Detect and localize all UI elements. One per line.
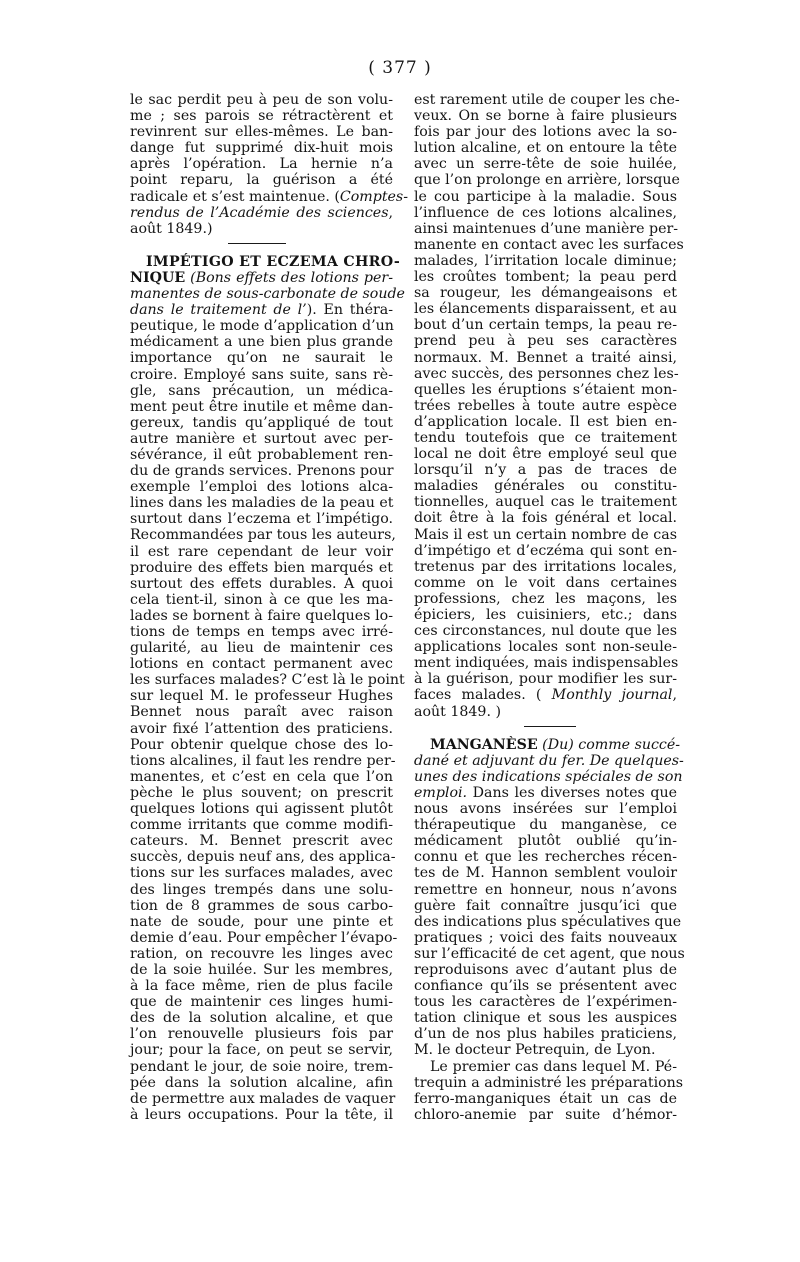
text-line: lades se bornent à faire quelques lo- [130,607,393,624]
section-heading-impetigo: IMPÉTIGO ET ECZEMA CHRO- [146,253,401,270]
text-line: surtout des effets durables. A quoi [130,575,393,592]
text-line: jour; pour la face, on peut se servir, [130,1042,393,1059]
text-line: cateurs. M. Bennet prescrit avec [130,833,393,850]
text-line: exemple l’emploi des lotions alca- [130,479,393,496]
text-line: que de maintenir ces linges humi- [130,994,393,1011]
text-line: trées rebelles à toute autre espèce [414,397,677,414]
text-line: succès, depuis neuf ans, des applica- [130,849,396,866]
text-line: des indications plus spéculatives que [414,913,682,930]
right-paragraph-3 [414,1058,684,1123]
text-line: pratiques ; voici des faits nouveaux [414,929,677,946]
text-line: d’application locale. Il est bien en- [414,413,677,430]
text-line: manente en contact avec les surfaces [414,236,684,253]
text-line: d’impétigo et d’eczéma qui sont en- [414,542,677,559]
heading-subtitle-line: (Bons effets des lotions per- [190,269,393,286]
text-line: local ne doit être employé seul que [414,446,677,463]
text-line: ration, on recouvre les linges avec [130,945,393,962]
text-line: les élancements disparaissent, et au [414,301,677,318]
text-line: de permettre aux malades de vaquer [130,1090,396,1107]
text-line: sa rougeur, les démangeaisons et [414,285,677,302]
text-line: comme irritants que comme modifi- [130,817,393,834]
text-line: lution alcaline, et on entoure la tête [414,140,677,157]
text-line: peutique, le mode d’application d’un [130,318,394,335]
section-heading-manganese-line [414,736,681,753]
text-line: professions, chez les maçons, les [414,590,677,607]
right-paragraph-2-body [414,752,685,1059]
text-line: août 1849.) [130,220,213,237]
text-line: importance qu’on ne saurait le [130,350,393,367]
text-line: veux. On se borne à faire plusieurs [414,108,677,125]
text-line: sur lequel M. le professeur Hughes [130,688,393,705]
text-line: faces malades. ( Monthly journal, [414,687,677,704]
text-line: bout d’un certain temps, la peau re- [414,317,677,334]
text-line: rendus de l’Académie des sciences, [130,204,393,221]
text-line: les surfaces malades? C’est là le point [130,672,405,689]
text-line: tendu toutefois que ce traitement [414,429,677,446]
text-line: Recommandées par tous les auteurs, [130,527,396,544]
text-line: tion de 8 grammes de sous carbo- [130,897,393,914]
text-line: tes de M. Hannon semblent vouloir [414,865,677,882]
text-line: fois par jour des lotions avec la so- [414,124,677,141]
text-line: tation clinique et sous les auspices [414,1010,677,1027]
text-line: médicament plutôt oublié qu’in- [414,833,677,850]
text-line: Pour obtenir quelque chose des lo- [130,736,393,753]
text-line: guère fait connaître jusqu’ici que [414,897,677,914]
section-heading-continued [130,270,393,286]
text-line: des linges trempés dans une solu- [130,881,393,898]
text-line: nous avons insérées sur l’emploi [414,801,677,818]
text-line: tions de temps en temps avec irré- [130,624,393,640]
text-line: prend peu à peu ses caractères [414,333,677,350]
text-line: dané et adjuvant du fer. De quelques- [414,752,684,769]
section-divider [228,243,286,244]
text-line: lorsqu’il n’y a pas de traces de [414,462,677,479]
text-line: ferro-manganiques était un cas de [414,1090,677,1107]
text-line: chloro-anemie par suite d’hémor- [414,1106,677,1123]
text-line: avec succès, des personnes chez les- [414,365,679,382]
section-heading-manganese: MANGANÈSE [430,736,538,753]
text-line: cela tient-il, sinon à ce que les ma- [130,591,393,608]
text-line: ces circonstances, nul doute que les [414,623,677,640]
text-line: épiciers, les cuisiniers, etc.; dans [414,607,677,623]
text-line: dans le traitement de l’). En théra- [130,302,393,319]
text-line: remettre en honneur, nous n’avons [414,881,677,898]
text-line: radicale et s’est maintenue. (Comptes- [130,188,409,205]
heading-subtitle-line: (Du) comme succé- [542,736,681,753]
text-line: applications locales sont non-seule- [414,639,677,656]
left-paragraph-2 [130,253,405,1123]
text-line: d’un de nos plus habiles praticiens, [414,1026,677,1043]
text-line: me ; ses parois se rétractèrent et [130,108,393,125]
text-line: médicament a une bien plus grande [130,334,393,351]
text-line: tretenus par des irritations locales, [414,558,677,575]
text-line: demie d’eau. Pour empêcher l’évapo- [130,929,398,946]
text-line: normaux. M. Bennet a traité ainsi, [414,349,677,366]
text-line: gereux, tandis qu’appliqué de tout [130,414,393,431]
text-line: dange fut supprimé dix-huit mois [130,140,393,157]
text-line: gle, sans précaution, un médica- [130,382,393,399]
text-line: avoir fixé l’attention des praticiens. [130,720,393,737]
text-line: août 1849. ) [414,703,502,720]
text-line: tous les caractères de l’expérimen- [414,994,677,1011]
text-line: pée dans la solution alcaline, afin [130,1074,393,1091]
text-line: unes des indications spéciales de son [414,768,683,785]
text-line: il est rare cependant de leur voir [130,543,393,560]
text-line: du de grands services. Prenons pour [130,463,394,480]
text-line: est rarement utile de couper les che- [414,92,680,108]
text-line: trequin a administré les préparations [414,1074,684,1091]
text-line: lotions en contact permanent avec [130,656,393,673]
right-paragraph-1 [414,92,684,720]
text-line: pèche le plus souvent; on prescrit [130,784,393,801]
text-line: Bennet nous paraît avec raison [130,704,393,721]
left-paragraph-1 [130,92,409,237]
text-line: M. le docteur Petrequin, de Lyon. [414,1042,656,1059]
section-divider [524,726,576,727]
text-line: surtout dans l’eczema et l’impétigo. [130,511,393,528]
text-line: avec un serre-tête de soie huilée, [414,156,677,173]
text-line: tions alcalines, il faut les rendre per- [130,752,396,769]
text-line: ainsi maintenues d’une manière per- [414,220,679,237]
text-line: des de la solution alcaline, et que [130,1010,393,1027]
page-number: ( 377 ) [368,58,432,78]
text-line: Mais il est un certain nombre de cas [414,526,677,543]
left-column [130,92,409,1123]
text-line: lines dans les maladies de la peau et [130,495,394,512]
text-line: connu et que les recherches récen- [414,849,677,866]
section-heading-impetigo-2: NIQUE [130,269,186,286]
text-line: après l’opération. La hernie n’a [130,156,393,173]
text-line: à la face même, rien de plus facile [130,978,393,995]
text-line: malades, l’irritation locale diminue; [414,252,677,269]
text-line: de la soie huilée. Sur les membres, [130,961,393,978]
right-column [414,92,685,1123]
text-line: quelles les éruptions s’étaient mon- [414,381,677,398]
text-line: quelques lotions qui agissent plutôt [130,801,393,818]
text-line: l’influence de ces lotions alcalines, [414,204,677,221]
text-line: tions sur les surfaces malades, avec [130,865,393,882]
text-line: nate de soude, pour une pinte et [130,913,393,930]
text-line: Le premier cas dans lequel M. Pé- [430,1058,677,1075]
text-line: le cou participe à la maladie. Sous [414,188,677,205]
right-paragraph-2 [414,736,685,1123]
text-line: reproduisons avec d’autant plus de [414,961,677,978]
text-line: ment indiquées, mais indispensables [414,655,679,672]
text-line: revinrent sur elles-mêmes. Le ban- [130,124,393,141]
text-line: emploi. Dans les diverses notes que [414,784,677,801]
text-line: l’on renouvelle plusieurs fois par [130,1026,393,1043]
text-line: gularité, au lieu de maintenir ces [130,640,393,657]
text-line: le sac perdit peu à peu de son volu- [130,92,393,108]
text-line: confiance qu’ils se présentent avec [414,978,677,995]
text-line: sur l’efficacité de cet agent, que nous [414,945,685,962]
text-line: thérapeutique du manganèse, ce [414,817,677,834]
text-line: que l’on prolonge en arrière, lorsque [414,172,680,189]
text-line: pendant le jour, de soie noire, trem- [130,1058,393,1075]
text-line: croire. Employé sans suite, sans rè- [130,366,393,383]
text-line: à leurs occupations. Pour la tête, il [130,1106,393,1123]
text-line: manentes de sous-carbonate de soude [130,286,405,303]
text-line: doit être à la fois général et local. [414,510,677,527]
left-paragraph-2-body [130,286,405,1123]
text-line: autre manière et surtout avec per- [130,430,393,447]
text-line: sévérance, il eût probablement ren- [130,446,393,463]
text-line: les croûtes tombent; la peau perd [414,269,677,286]
text-line: maladies générales ou constitu- [414,478,677,495]
text-line: produire des effets bien marqués et [130,559,393,576]
text-line: ment peut être inutile et même dan- [130,398,393,415]
text-line: point reparu, la guérison a été [130,172,393,189]
text-line: comme on le voit dans certaines [414,574,677,591]
text-line: tionnelles, auquel cas le traitement [414,494,677,511]
text-line: manentes, et c’est en cela que l’on [130,768,393,785]
text-line: à la guérison, pour modifier les sur- [414,671,677,688]
